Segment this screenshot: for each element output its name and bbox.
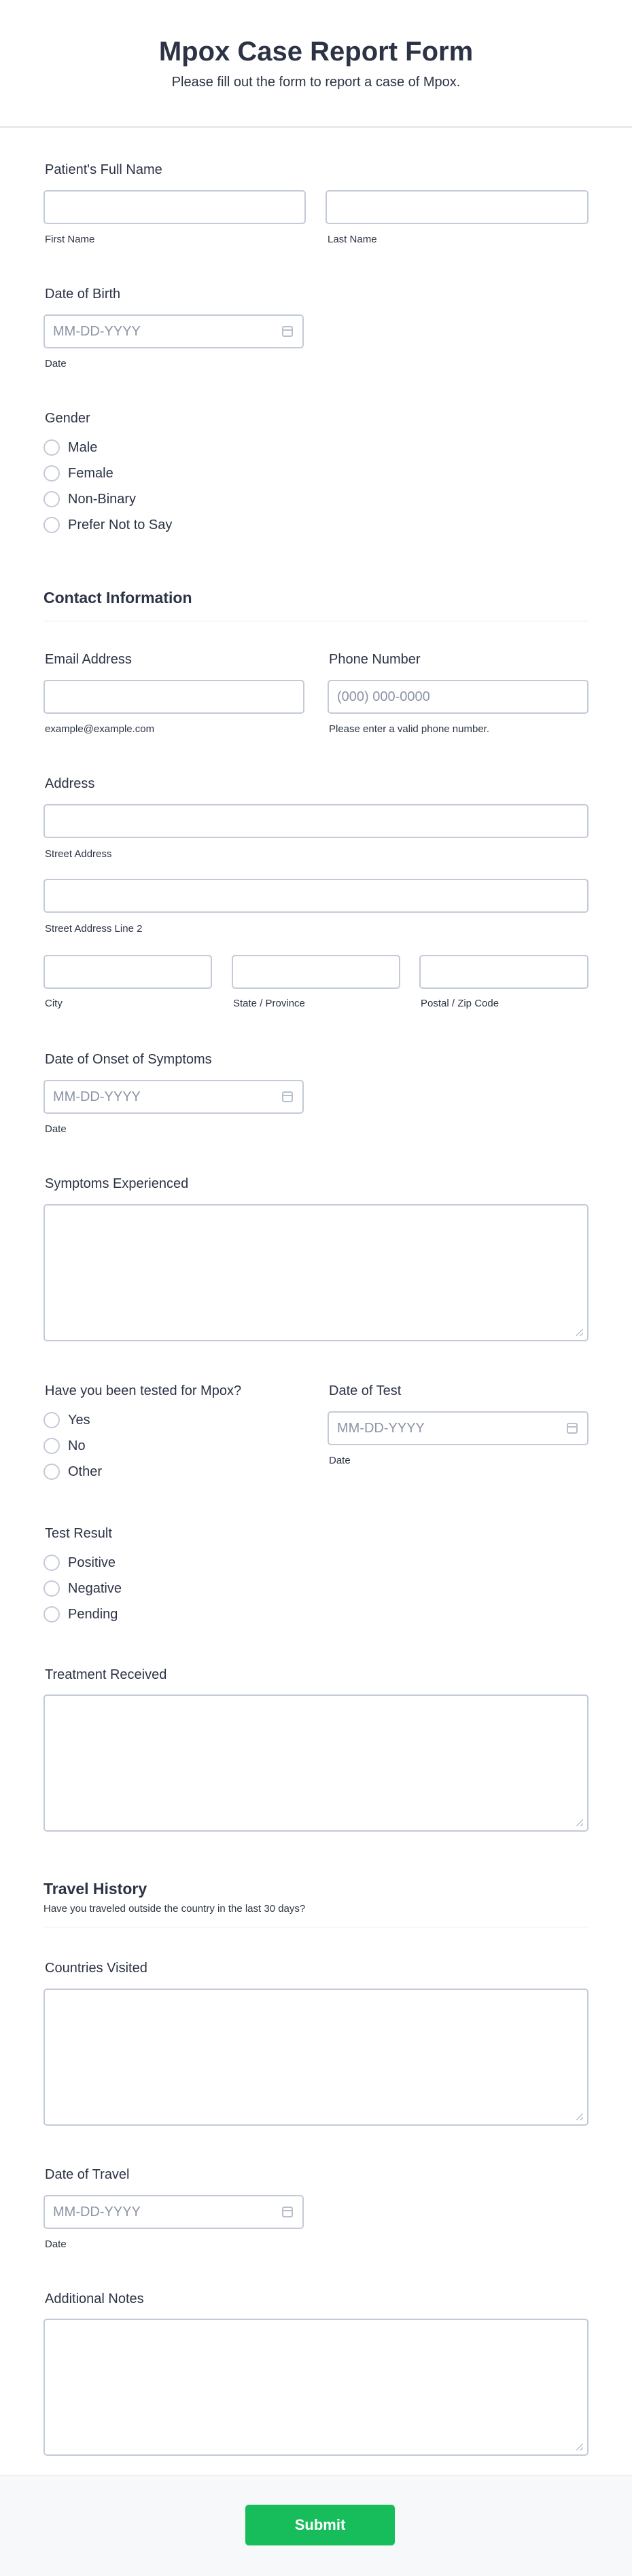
- travel-date-placeholder: MM-DD-YYYY: [53, 2205, 141, 2219]
- zip-input[interactable]: [419, 955, 589, 989]
- submit-button[interactable]: Submit: [245, 2505, 395, 2545]
- travel-date-sublabel: Date: [45, 2238, 67, 2250]
- form-title: Mpox Case Report Form: [158, 37, 474, 67]
- phone-input[interactable]: [328, 680, 589, 714]
- resize-grip-icon[interactable]: [576, 2114, 583, 2120]
- resize-grip-icon[interactable]: [576, 1329, 583, 1336]
- radio-button[interactable]: [43, 439, 60, 456]
- radio-label: Positive: [68, 1555, 116, 1570]
- dob-placeholder: MM-DD-YYYY: [53, 324, 141, 339]
- treatment-label: Treatment Received: [45, 1667, 167, 1682]
- city-input[interactable]: [43, 955, 212, 989]
- travel-section-title: Travel History: [43, 1880, 147, 1898]
- resize-grip-icon[interactable]: [576, 1819, 583, 1826]
- gender-option-male[interactable]: [43, 439, 172, 456]
- street-address-line2-input[interactable]: [43, 879, 589, 913]
- gender-option-female[interactable]: [43, 465, 172, 482]
- radio-label: No: [68, 1438, 86, 1453]
- countries-textarea[interactable]: [43, 1989, 589, 2126]
- radio-label: Yes: [68, 1413, 90, 1428]
- email-input[interactable]: [43, 680, 304, 714]
- gender-options: [43, 439, 172, 534]
- dob-sublabel: Date: [45, 358, 67, 369]
- test-date-sublabel: Date: [329, 1455, 351, 1466]
- resize-grip-icon[interactable]: [576, 2444, 583, 2450]
- onset-placeholder: MM-DD-YYYY: [53, 1089, 141, 1104]
- treatment-textarea[interactable]: [43, 1694, 589, 1832]
- radio-button[interactable]: [43, 1464, 60, 1480]
- radio-label: Non-Binary: [68, 492, 137, 507]
- radio-button[interactable]: [43, 1580, 60, 1597]
- state-input[interactable]: [232, 955, 400, 989]
- calendar-icon[interactable]: [282, 326, 293, 337]
- radio-button[interactable]: [43, 1412, 60, 1428]
- radio-label: Prefer Not to Say: [68, 518, 173, 532]
- radio-button[interactable]: [43, 465, 60, 482]
- email-label: Email Address: [45, 652, 132, 667]
- first-name-sublabel: First Name: [45, 234, 95, 245]
- countries-label: Countries Visited: [45, 1961, 147, 1976]
- zip-sublabel: Postal / Zip Code: [421, 998, 499, 1009]
- onset-sublabel: Date: [45, 1123, 67, 1135]
- radio-button[interactable]: [43, 491, 60, 507]
- last-name-input[interactable]: [326, 190, 589, 224]
- gender-option-prefer-not[interactable]: [43, 516, 172, 534]
- street-address-line2-sublabel: Street Address Line 2: [45, 923, 143, 935]
- dob-input[interactable]: [43, 314, 304, 348]
- notes-label: Additional Notes: [45, 2291, 144, 2306]
- radio-label: Negative: [68, 1581, 122, 1596]
- test-result-option-negative[interactable]: [43, 1580, 122, 1597]
- travel-date-input[interactable]: [43, 2195, 304, 2229]
- contact-section-title: Contact Information: [43, 589, 192, 606]
- symptoms-label: Symptoms Experienced: [45, 1176, 189, 1191]
- radio-label: Pending: [68, 1607, 118, 1622]
- tested-option-yes[interactable]: [43, 1411, 102, 1429]
- address-label: Address: [45, 776, 95, 791]
- test-result-option-positive[interactable]: [43, 1554, 122, 1572]
- first-name-input[interactable]: [43, 190, 306, 224]
- radio-button[interactable]: [43, 1438, 60, 1454]
- dob-label: Date of Birth: [45, 287, 121, 302]
- form-subtitle: Please fill out the form to report a case of Mpox.: [171, 75, 461, 90]
- tested-option-no[interactable]: [43, 1437, 102, 1455]
- test-result-label: Test Result: [45, 1526, 112, 1541]
- test-date-input[interactable]: [328, 1411, 589, 1445]
- onset-label: Date of Onset of Symptoms: [45, 1052, 212, 1067]
- email-sublabel: example@example.com: [45, 723, 155, 735]
- test-date-placeholder: MM-DD-YYYY: [337, 1421, 425, 1436]
- onset-date-input[interactable]: [43, 1080, 304, 1114]
- radio-button[interactable]: [43, 517, 60, 533]
- radio-button[interactable]: [43, 1606, 60, 1622]
- symptoms-textarea[interactable]: [43, 1204, 589, 1341]
- city-sublabel: City: [45, 998, 63, 1009]
- patient-name-label: Patient's Full Name: [45, 162, 162, 177]
- calendar-icon[interactable]: [282, 2207, 293, 2217]
- radio-label: Other: [68, 1464, 103, 1479]
- radio-label: Female: [68, 466, 113, 481]
- tested-label: Have you been tested for Mpox?: [45, 1383, 242, 1398]
- gender-label: Gender: [45, 411, 90, 426]
- tested-options: [43, 1411, 102, 1481]
- test-result-option-pending[interactable]: [43, 1606, 122, 1623]
- travel-date-label: Date of Travel: [45, 2167, 130, 2182]
- phone-label: Phone Number: [329, 652, 421, 667]
- tested-option-other[interactable]: [43, 1463, 102, 1481]
- radio-label: Male: [68, 440, 98, 455]
- street-address-sublabel: Street Address: [45, 848, 112, 860]
- travel-section-subtitle: Have you traveled outside the country in the last 30 days?: [43, 1903, 306, 1915]
- notes-textarea[interactable]: [43, 2319, 589, 2456]
- test-date-label: Date of Test: [329, 1383, 402, 1398]
- radio-button[interactable]: [43, 1555, 60, 1571]
- gender-option-non-binary[interactable]: [43, 490, 172, 508]
- test-result-options: [43, 1554, 122, 1623]
- calendar-icon[interactable]: [282, 1091, 293, 1102]
- phone-placeholder: (000) 000-0000: [337, 689, 430, 704]
- calendar-icon[interactable]: [567, 1423, 578, 1434]
- street-address-input[interactable]: [43, 804, 589, 838]
- last-name-sublabel: Last Name: [328, 234, 377, 245]
- phone-sublabel: Please enter a valid phone number.: [329, 723, 489, 735]
- header-divider: [0, 126, 632, 128]
- state-sublabel: State / Province: [233, 998, 305, 1009]
